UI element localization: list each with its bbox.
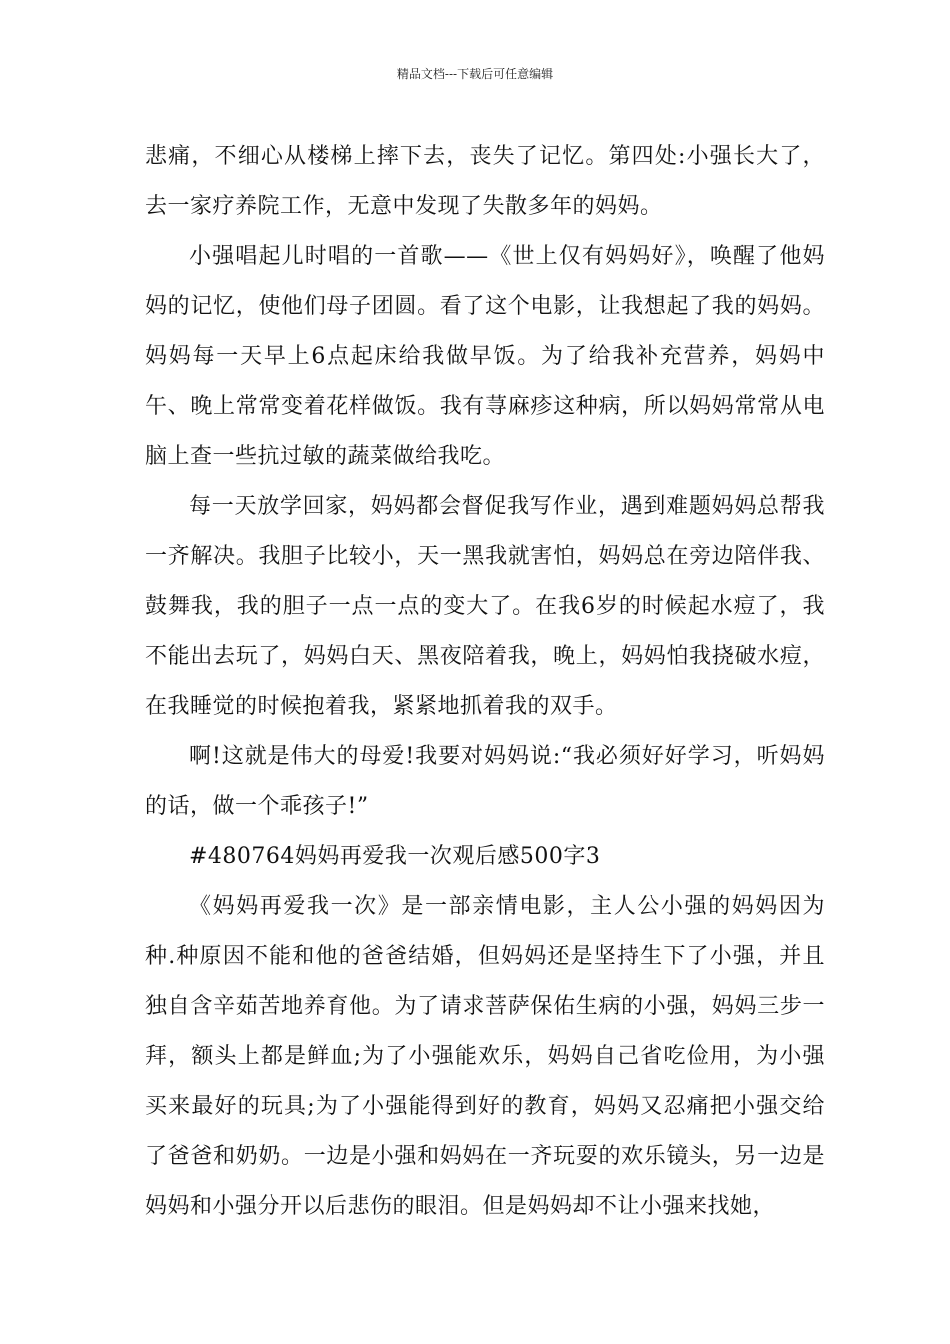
page-header: 精品文档---下载后可任意编辑 xyxy=(396,67,554,81)
paragraph-1: 悲痛，不细心从楼梯上摔下去，丧失了记忆。第四处:小强长大了，去一家疗养院工作，无意中发现了失散多年的妈妈。 xyxy=(145,144,825,219)
paragraph-4: 啊!这就是伟大的母爱!我要对妈妈说:“我必须好好学习，听妈妈的话，做一个乖孩子!” xyxy=(145,744,825,819)
paragraph-5: 《妈妈再爱我一次》是一部亲情电影，主人公小强的妈妈因为种.种原因不能和他的爸爸结婚，但妈妈还是坚持生下了小强，并且独自含辛茹苦地养育他。为了请求菩萨保佑生病的小强，妈妈三步一拜，额头上都是鲜血;为了小强能欢乐，妈妈自己省吃俭用，为小强买来最好的玩具;为了小强能得到好的教育，妈妈又忍痛把小强交给了爸爸和奶奶。一边是小强和妈妈在一齐玩耍的欢乐镜头，另一边是妈妈和小强分开以后悲伤的眼泪。但是妈妈却不让小强来找她， xyxy=(145,894,825,1219)
paragraph-3: 每一天放学回家，妈妈都会督促我写作业，遇到难题妈妈总帮我一齐解决。我胆子比较小，天一黑我就害怕，妈妈总在旁边陪伴我、鼓舞我，我的胆子一点一点的变大了。在我6岁的时候起水痘了，我不能出去玩了，妈妈白天、黑夜陪着我，晚上，妈妈怕我挠破水痘，在我睡觉的时候抱着我，紧紧地抓着我的双手。 xyxy=(145,494,825,719)
section-heading: #480764妈妈再爱我一次观后感500字3 xyxy=(189,844,601,869)
paragraph-2: 小强唱起儿时唱的一首歌——《世上仅有妈妈好》，唤醒了他妈妈的记忆，使他们母子团圆。看了这个电影，让我想起了我的妈妈。妈妈每一天早上6点起床给我做早饭。为了给我补充营养，妈妈中午、晚上常常变着花样做饭。我有荨麻疹这种病，所以妈妈常常从电脑上查一些抗过敏的蔬菜做给我吃。 xyxy=(145,244,825,469)
document-body xyxy=(145,132,825,1232)
